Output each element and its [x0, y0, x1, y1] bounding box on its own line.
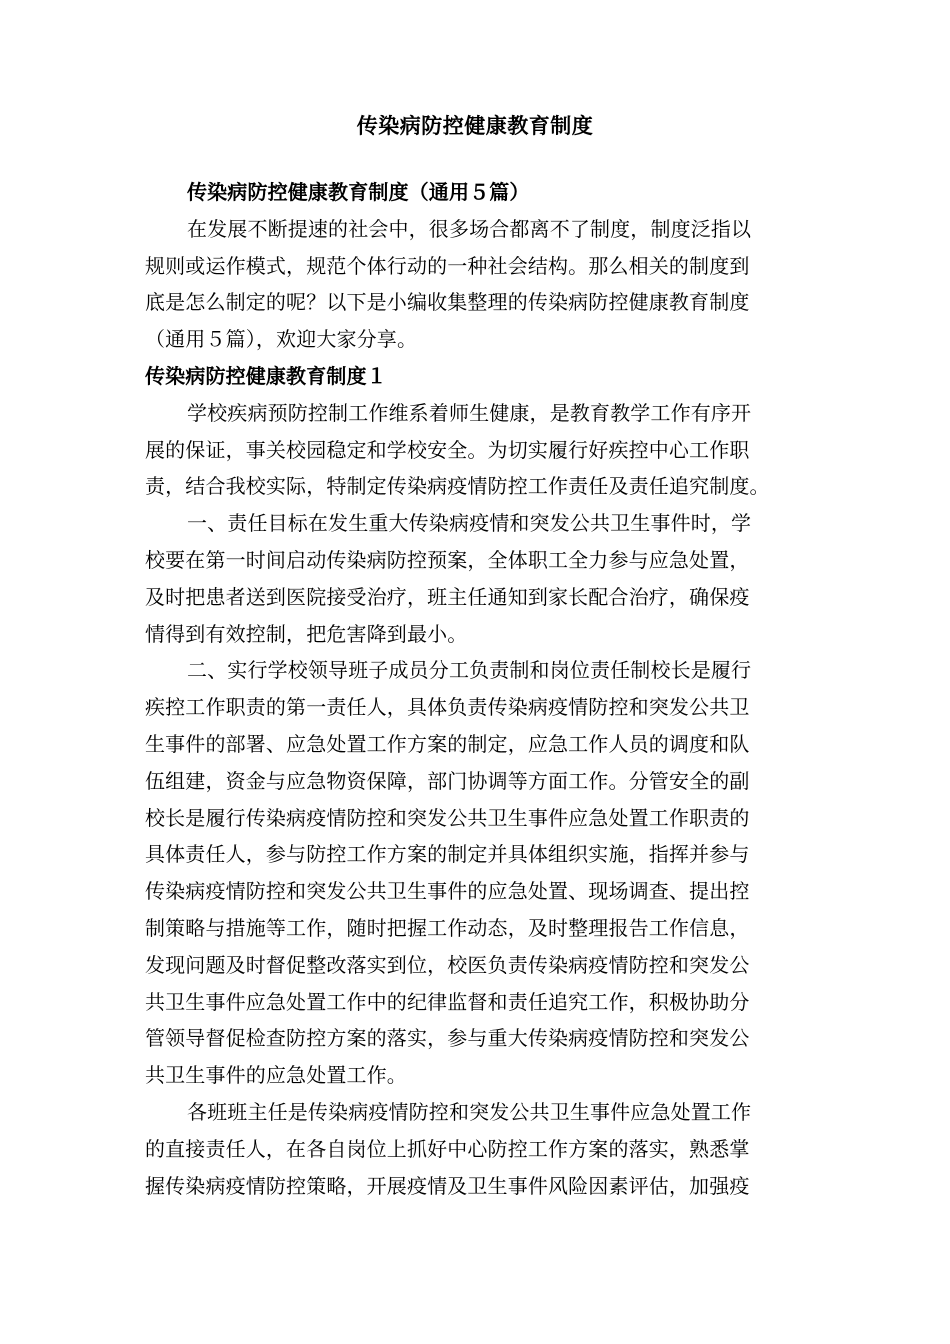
paragraph-line: 及时把患者送到医院接受治疗，班主任通知到家长配合治疗，确保疫 — [145, 584, 750, 609]
paragraph-line: 具体责任人，参与防控工作方案的制定并具体组织实施，指挥并参与 — [145, 842, 750, 867]
paragraph-line: 展的保证，事关校园稳定和学校安全。为切实履行好疾控中心工作职 — [145, 437, 750, 462]
paragraph-line: 管领导督促检查防控方案的落实，参与重大传染病疫情防控和突发公 — [145, 1026, 750, 1051]
paragraph-line: 在发展不断提速的社会中，很多场合都离不了制度，制度泛指以 — [187, 216, 752, 241]
paragraph-line: 责，结合我校实际，特制定传染病疫情防控工作责任及责任追究制度。 — [145, 474, 770, 499]
paragraph-line: 共卫生事件应急处置工作中的纪律监督和责任追究工作，积极协助分 — [145, 989, 750, 1014]
paragraph-line: 底是怎么制定的呢？以下是小编收集整理的传染病防控健康教育制度 — [145, 290, 750, 315]
paragraph-line: 共卫生事件的应急处置工作。 — [145, 1063, 407, 1088]
paragraph-line: 握传染病疫情防控策略，开展疫情及卫生事件风险因素评估，加强疫 — [145, 1173, 750, 1198]
paragraph-line: 伍组建，资金与应急物资保障，部门协调等方面工作。分管安全的副 — [145, 768, 750, 793]
paragraph-line: 情得到有效控制，把危害降到最小。 — [145, 621, 468, 646]
paragraph-line: 二、实行学校领导班子成员分工负责制和岗位责任制校长是履行 — [187, 658, 752, 683]
document-title: 传染病防控健康教育制度 — [356, 114, 594, 138]
paragraph-line: 规则或运作模式，规范个体行动的一种社会结构。那么相关的制度到 — [145, 253, 750, 278]
paragraph-line: 发现问题及时督促整改落实到位，校医负责传染病疫情防控和突发公 — [145, 952, 750, 977]
paragraph-line: 传染病疫情防控和突发公共卫生事件的应急处置、现场调查、提出控 — [145, 879, 750, 904]
paragraph-line: 的直接责任人，在各自岗位上抓好中心防控工作方案的落实，熟悉掌 — [145, 1136, 750, 1161]
paragraph-line: 制策略与措施等工作，随时把握工作动态，及时整理报告工作信息， — [145, 915, 750, 940]
paragraph-line: 疾控工作职责的第一责任人，具体负责传染病疫情防控和突发公共卫 — [145, 695, 750, 720]
paragraph-line: 校要在第一时间启动传染病防控预案，全体职工全力参与应急处置， — [145, 547, 750, 572]
paragraph-line: （通用５篇），欢迎大家分享。 — [145, 327, 418, 352]
document-body — [145, 174, 813, 1204]
section-heading: 传染病防控健康教育制度（通用５篇） — [187, 180, 530, 204]
paragraph-line: 一、责任目标在发生重大传染病疫情和突发公共卫生事件时，学 — [187, 511, 752, 536]
paragraph-line: 各班班主任是传染病疫情防控和突发公共卫生事件应急处置工作 — [187, 1099, 752, 1124]
paragraph-line: 学校疾病预防控制工作维系着师生健康，是教育教学工作有序开 — [187, 400, 752, 425]
section-heading: 传染病防控健康教育制度１ — [145, 363, 387, 388]
paragraph-line: 生事件的部署、应急处置工作方案的制定，应急工作人员的调度和队 — [145, 731, 750, 756]
paragraph-line: 校长是履行传染病疫情防控和突发公共卫生事件应急处置工作职责的 — [145, 805, 750, 830]
